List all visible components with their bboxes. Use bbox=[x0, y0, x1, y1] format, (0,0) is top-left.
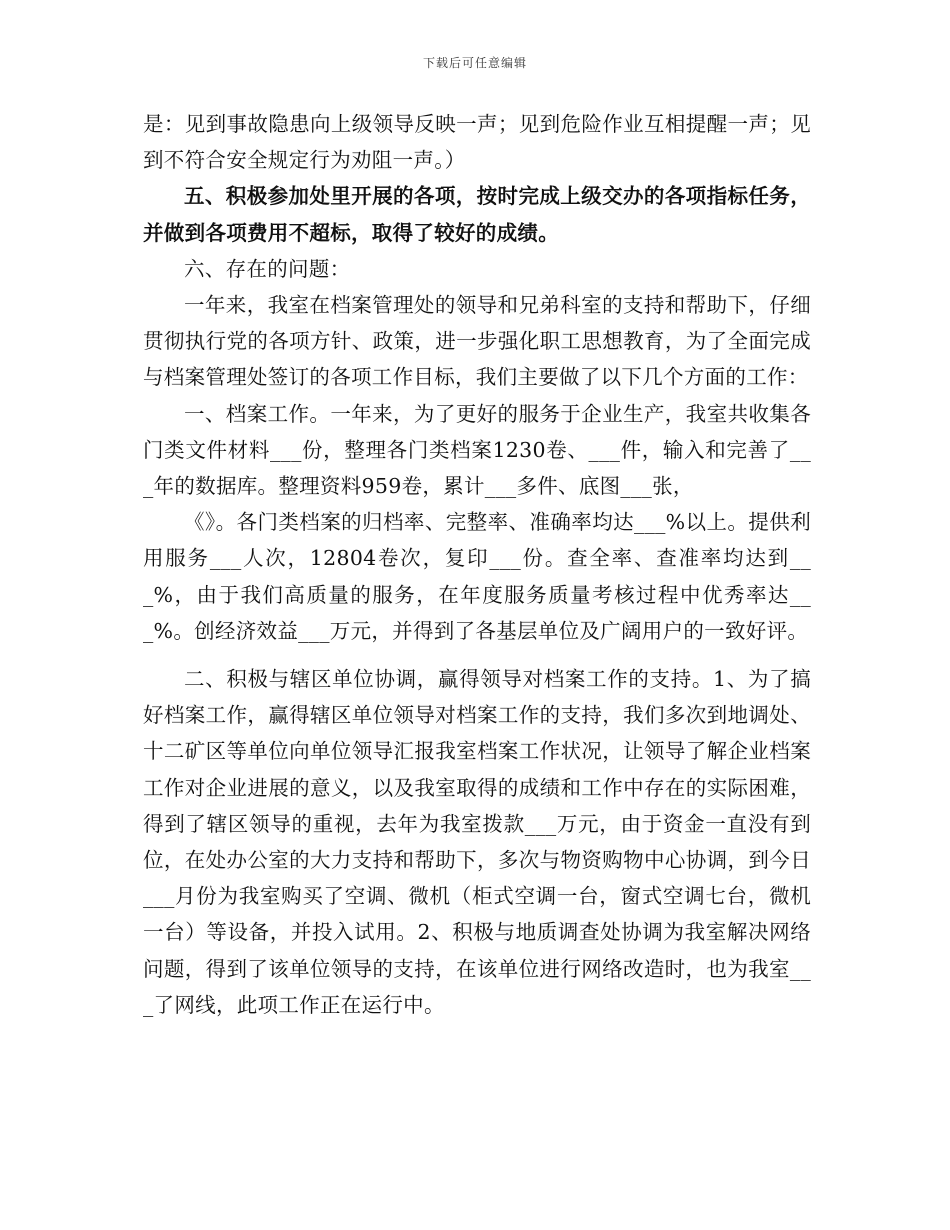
paragraph-section-five: 五、积极参加处里开展的各项，按时完成上级交办的各项指标任务，并做到各项费用不超标，取得了较好的成绩。 bbox=[143, 184, 811, 245]
paragraph-archive-stats: 《》。各门类档案的归档率、完整率、准确率均达___%以上。提供利用服务___人次，12804卷次，复印___份。查全率、查准率均达到___%，由于我们高质量的服务，在年度服务质量考核过程中优秀率达___%。创经济效益___万元，并得到了各基层单位及广阔用户的一致好评。 bbox=[143, 510, 811, 643]
paragraph-intro: 一年来，我室在档案管理处的领导和兄弟科室的支持和帮助下，仔细贯彻执行党的各项方针、政策，进一步强化职工思想教育，为了全面完成与档案管理处签订的各项工作目标，我们主要做了以下几个方面的工作： bbox=[143, 293, 811, 390]
paragraph-continued: 是：见到事故隐患向上级领导反映一声；见到危险作业互相提醒一声；见到不符合安全规定行为劝阻一声。） bbox=[143, 112, 811, 173]
paragraph-archive-work: 一、档案工作。一年来，为了更好的服务于企业生产，我室共收集各门类文件材料___份，整理各门类档案1230卷、___件，输入和完善了___年的数据库。整理资料959卷，累计___多件、底图___张， bbox=[143, 401, 811, 499]
page-header: 下载后可任意编辑 bbox=[422, 56, 527, 70]
paragraph-coordination: 二、积极与辖区单位协调，赢得领导对档案工作的支持。1、为了搞好档案工作，赢得辖区单位领导对档案工作的支持，我们多次到地调处、十二矿区等单位向单位领导汇报我室档案工作状况，让领导了解企业档案工作对企业进展的意义，以及我室取得的成绩和工作中存在的实际困难，得到了辖区领导的重视，去年为我室拨款___万元，由于资金一直没有到位，在处办公室的大力支持和帮助下，多次与物资购物中心协调，到今日___月份为我室购买了空调、微机（柜式空调一台，窗式空调七台，微机一台）等设备，并投入试用。2、积极与地质调查处协调为我室解决网络问题，得到了该单位领导的支持，在该单位进行网络改造时，也为我室___了网线，此项工作正在运行中。 bbox=[143, 667, 811, 1017]
paragraph-section-six-heading: 六、存在的问题： bbox=[184, 256, 351, 281]
document-body bbox=[143, 106, 811, 1023]
